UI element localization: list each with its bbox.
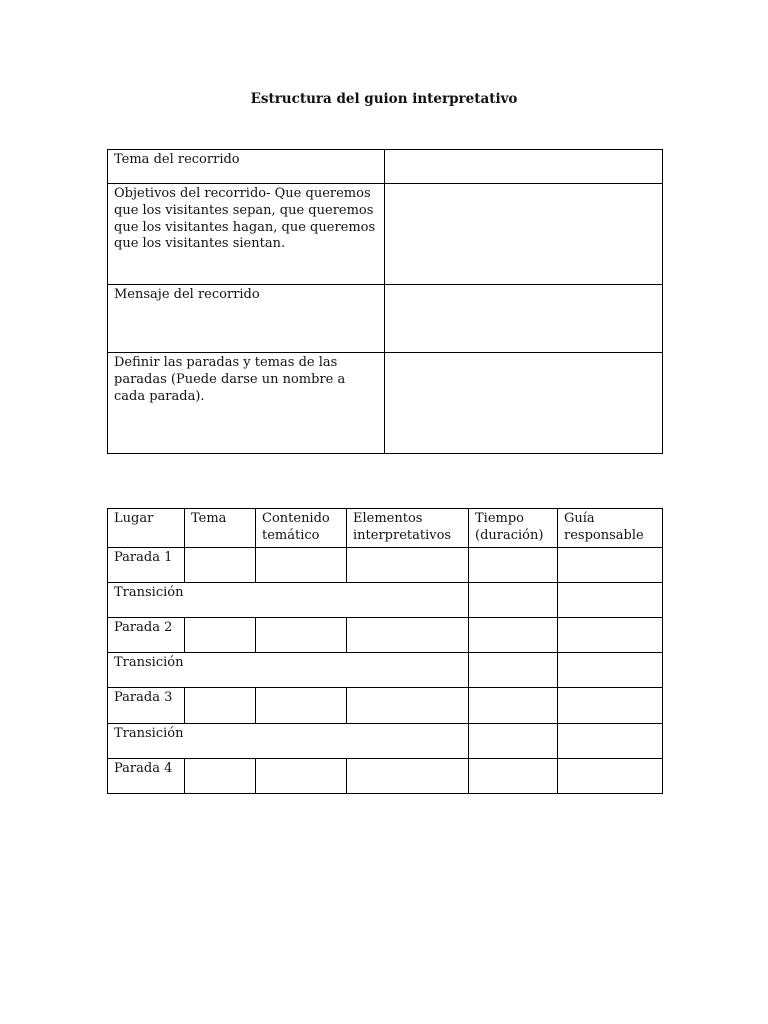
- page-title: Estructura del guion interpretativo: [250, 91, 518, 107]
- header-elementos: Elementos interpretativos: [347, 509, 469, 548]
- table-cell[interactable]: [469, 547, 558, 582]
- table-cell[interactable]: [558, 687, 663, 723]
- row-label-objetivos: Objetivos del recorrido- Que queremos que los visitantes sepan, que queremos que los visitantes hagan, que queremos que los visitantes sientan.: [108, 184, 385, 285]
- row-label-mensaje: Mensaje del recorrido: [108, 285, 385, 353]
- table-header-row: [108, 509, 663, 548]
- table-cell[interactable]: [347, 617, 469, 652]
- table-row: [108, 617, 663, 652]
- table-cell[interactable]: [469, 758, 558, 793]
- stops-table: [107, 508, 663, 794]
- table-cell[interactable]: [256, 687, 347, 723]
- table-row: [108, 723, 663, 758]
- table-row: [108, 652, 663, 687]
- row-label-transicion: Transición: [108, 723, 469, 758]
- row-label-transicion: Transición: [108, 652, 469, 687]
- header-lugar: Lugar: [108, 509, 185, 548]
- table-cell[interactable]: [469, 652, 558, 687]
- row-label-paradas: Definir las paradas y temas de las paradas (Puede darse un nombre a cada parada).: [108, 353, 385, 454]
- table-cell[interactable]: [185, 687, 256, 723]
- row-value-paradas[interactable]: [385, 353, 663, 454]
- row-label-parada: Parada 4: [108, 758, 185, 793]
- header-tema: Tema: [185, 509, 256, 548]
- row-label-parada: Parada 3: [108, 687, 185, 723]
- row-value-mensaje[interactable]: [385, 285, 663, 353]
- row-label-parada: Parada 2: [108, 617, 185, 652]
- table-cell[interactable]: [558, 617, 663, 652]
- tour-structure-table: [107, 149, 663, 454]
- table-cell[interactable]: [256, 758, 347, 793]
- header-tiempo: Tiempo (duración): [469, 509, 558, 548]
- table-cell[interactable]: [347, 758, 469, 793]
- table-cell[interactable]: [347, 547, 469, 582]
- table-cell[interactable]: [558, 582, 663, 617]
- table-row: [108, 184, 663, 285]
- table-row: [108, 547, 663, 582]
- row-label-tema: Tema del recorrido: [108, 150, 385, 184]
- table-row: [108, 687, 663, 723]
- table-row: [108, 758, 663, 793]
- row-value-tema[interactable]: [385, 150, 663, 184]
- table-cell[interactable]: [256, 617, 347, 652]
- table-cell[interactable]: [185, 758, 256, 793]
- table-cell[interactable]: [558, 758, 663, 793]
- row-label-transicion: Transición: [108, 582, 469, 617]
- table-cell[interactable]: [185, 547, 256, 582]
- table-cell[interactable]: [469, 582, 558, 617]
- table-row: [108, 582, 663, 617]
- table-row: [108, 285, 663, 353]
- header-guia: Guía responsable: [558, 509, 663, 548]
- table-row: [108, 150, 663, 184]
- table-cell[interactable]: [347, 687, 469, 723]
- table-cell[interactable]: [558, 547, 663, 582]
- table-cell[interactable]: [256, 547, 347, 582]
- table-row: [108, 353, 663, 454]
- table-cell[interactable]: [469, 687, 558, 723]
- table-cell[interactable]: [185, 617, 256, 652]
- row-value-objetivos[interactable]: [385, 184, 663, 285]
- table-cell[interactable]: [469, 617, 558, 652]
- table-cell[interactable]: [469, 723, 558, 758]
- row-label-parada: Parada 1: [108, 547, 185, 582]
- table-cell[interactable]: [558, 652, 663, 687]
- header-contenido: Contenido temático: [256, 509, 347, 548]
- table-cell[interactable]: [558, 723, 663, 758]
